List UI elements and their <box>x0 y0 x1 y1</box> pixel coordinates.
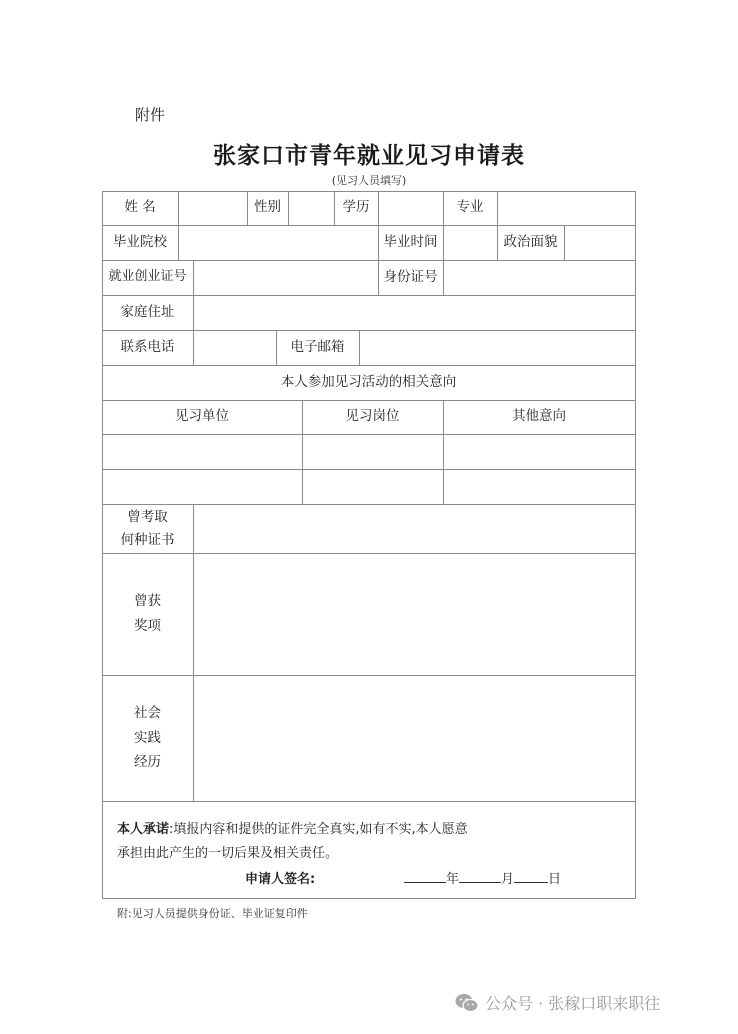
address-field[interactable] <box>194 295 635 330</box>
intent-section-header: 本人参加见习活动的相关意向 <box>280 373 457 390</box>
pledge-text-continued: 承担由此产生的一切后果及相关责任。 <box>117 846 339 861</box>
year-label: 年 <box>446 872 460 887</box>
label-name: 姓 名 <box>124 199 156 216</box>
intent-position-field[interactable] <box>303 470 443 504</box>
table-border-bottom <box>102 898 636 899</box>
page-title: 张家口市青年就业见习申请表 <box>213 143 525 169</box>
phone-field[interactable] <box>194 330 276 365</box>
name-field[interactable] <box>179 191 247 225</box>
id-number-field[interactable] <box>444 260 635 295</box>
employment-cert-field[interactable] <box>194 260 378 295</box>
political-field[interactable] <box>565 225 635 260</box>
intent-other-field[interactable] <box>444 470 635 504</box>
major-field[interactable] <box>498 191 635 225</box>
label-certificates <box>102 504 193 553</box>
label-address: 家庭住址 <box>120 303 175 320</box>
certificates-field[interactable] <box>194 504 635 553</box>
education-field[interactable] <box>379 191 443 225</box>
intent-unit-field[interactable] <box>103 435 302 469</box>
signature-label: 申请人签名: <box>245 872 316 887</box>
day-blank[interactable] <box>514 870 548 883</box>
pledge-text: :填报内容和提供的证件完全真实,如有不实,本人愿意 <box>169 822 468 837</box>
date-line <box>404 868 561 887</box>
attachment-label: 附件 <box>135 106 166 124</box>
email-field[interactable] <box>360 330 635 365</box>
label-email: 电子邮箱 <box>290 338 345 355</box>
gender-field[interactable] <box>289 191 334 225</box>
month-blank[interactable] <box>459 870 501 883</box>
year-blank[interactable] <box>404 870 446 883</box>
pledge-statement <box>117 818 617 866</box>
row-divider <box>102 801 636 802</box>
day-label: 日 <box>548 872 562 887</box>
label-awards <box>102 553 193 675</box>
label-major: 专业 <box>456 199 484 216</box>
intent-col-unit: 见习单位 <box>175 408 229 425</box>
page-subtitle: (见习人员填写) <box>331 174 407 187</box>
label-grad-time: 毕业时间 <box>383 233 438 250</box>
pledge-label: 本人承诺 <box>117 822 170 837</box>
label-phone: 联系电话 <box>120 338 175 355</box>
label-education: 学历 <box>342 199 370 216</box>
social-practice-field[interactable] <box>194 675 635 801</box>
intent-col-position: 见习岗位 <box>345 408 400 425</box>
footnote: 附:见习人员提供身份证、毕业证复印件 <box>117 907 308 920</box>
wechat-icon <box>455 993 479 1013</box>
intent-col-other: 其他意向 <box>512 408 566 425</box>
watermark <box>455 991 660 1014</box>
awards-field[interactable] <box>194 553 635 675</box>
label-social-practice-line: 实践 <box>134 729 161 746</box>
watermark-text: 公众号 · 张稼口职来职往 <box>485 994 661 1013</box>
school-field[interactable] <box>179 225 378 260</box>
label-employment-cert: 就业创业证号 <box>108 269 187 285</box>
label-political: 政治面貌 <box>503 233 558 250</box>
label-certificates-line: 何种证书 <box>120 531 175 548</box>
label-awards-line: 奖项 <box>134 618 161 634</box>
label-certificates-line: 曾考取 <box>127 508 168 525</box>
label-social-practice-line: 经历 <box>134 754 161 771</box>
table-border-right <box>635 191 636 899</box>
label-social-practice <box>102 675 193 801</box>
intent-unit-field[interactable] <box>103 470 302 504</box>
intent-position-field[interactable] <box>303 435 443 469</box>
intent-other-field[interactable] <box>444 435 635 469</box>
grad-time-field[interactable] <box>444 225 497 260</box>
signature-field[interactable] <box>342 868 412 886</box>
month-label: 月 <box>501 872 515 887</box>
label-school: 毕业院校 <box>113 233 167 250</box>
label-gender: 性别 <box>254 199 281 216</box>
label-awards-line: 曾获 <box>134 593 161 610</box>
label-social-practice-line: 社会 <box>134 704 161 721</box>
label-id-number: 身份证号 <box>383 268 438 285</box>
